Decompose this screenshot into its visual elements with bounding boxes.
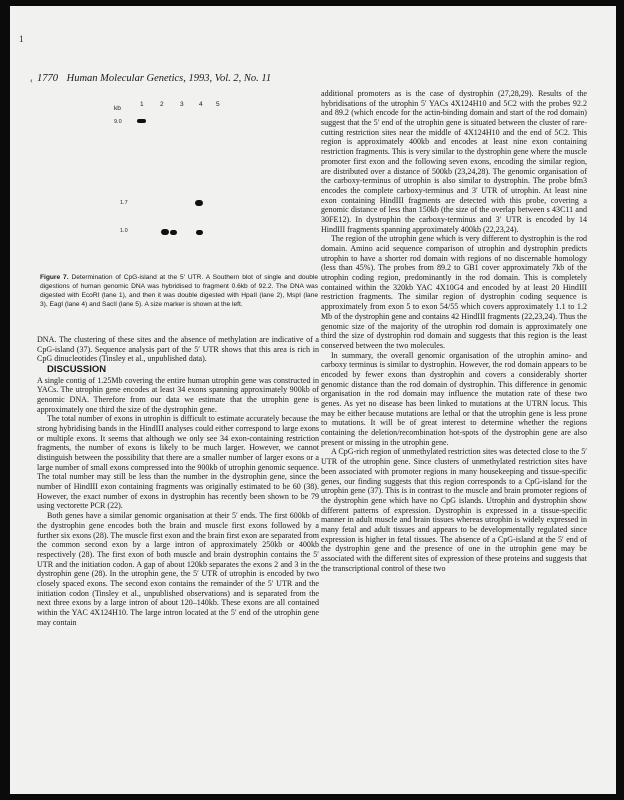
paragraph: A CpG-rich region of unmethylated restriction sites was detected close to the 5′ UTR of the utrophin gene. Since clusters of unmethylated restriction sites have been associated with promoter regions in many housekeeping and tissue-specific genes, our finding suggests that this region corresponds to a CpG-island for the utrophin gene (37). This is in contrast to the muscle and brain promoter regions of the dystrophin gene which have no CpG islands. Utrophin and dystrophin show different patterns of expression. Dystrophin is expressed in a tissue-specific manner in adult muscle and brain tissues whereas utrophin is widely expressed in many fetal and adult tissues and appears to be developmentally regulated since expression is higher in fetal tissues. The absence of a CpG-island at the 5′ end of the dystrophin gene and the presence of one in the utrophin gene may be associated with the different sites of expression of these proteins and suggests that the transcriptional control of these two <box>321 447 587 573</box>
band-lane-2 <box>161 229 169 235</box>
band-lane-1 <box>137 119 146 123</box>
caption-text: Determination of CpG-island at the 5′ UTR. A Southern blot of single and double digestions of human genomic DNA was hybridised to fragment 0.6kb of 92.2. The DNA was digested with EcoRI (lane 1), and then it was double digested with HpaII (lane 2), MspI (lane 3), EagI (lane 4) and SacII (lane 5). A size marker is shown at the left. <box>40 274 319 309</box>
paragraph: A single contig of 1.25Mb covering the entire human utrophin gene was constructed in YACs. The utrophin gene encodes at least 34 exons spanning approximately 900kb of genomic DNA. Therefore from our data we estimate that the utrophin gene is approximately one third the size of the dystrophin gene. <box>37 375 319 414</box>
lane-label-1: 1 <box>140 101 144 108</box>
band-lane-4-upper <box>195 200 203 206</box>
caption-label: Figure 7. <box>40 274 69 281</box>
size-label-1-7kb: 1.7 <box>120 200 128 206</box>
paragraph: In summary, the overall genomic organisation of the utrophin amino- and carboxy terminus is similar to dystrophin. However, the rod domain appears to be encoded by fewer exons than dystrophin and covers a considerably shorter genomic distance than the rod domain of dystrophin. This difference in genomic organisation in the rod domain may influence the mutation rate of these two genes. As yet no disease has been linked to mutations at the UTRN locus. This may be either because mutations are lethal or that the utrophin gene is less prone to mutations. It will be of great interest to determine whether the regions containing the deletion/recombination hot-spots of the dystrophin gene are also present or missing in the utrophin gene. <box>321 350 587 447</box>
size-label-1-0kb: 1.0 <box>120 228 128 234</box>
paragraph: The total number of exons in utrophin is difficult to estimate accurately because the strong hybridising bands in the HindIII analyses could either correspond to large exons or multiple exons. It seems that although we only see 34 exon-containing restriction fragments, the number of exons is likely to be much larger. However, we cannot distinguish between the possibility that there are a smaller number of larger exons or a large number of small exons compressed into the 900kb of utrophin genomic sequence. The total number may still be less than the number in the dystrophin gene, since the number of HindIII exon containing fragments was originally estimated to be 60 (38). However, the exact number of exons in dystrophin has recently been shown to be 79 using vectorette PCR (22). <box>37 414 319 511</box>
tick-mark: ‹ <box>30 76 33 85</box>
lane-label-4: 4 <box>199 101 203 108</box>
size-label-9kb: 9.0 <box>114 119 122 125</box>
journal-title: Human Molecular Genetics, 1993, Vol. 2, No. 11 <box>66 73 272 84</box>
band-lane-3 <box>170 230 177 235</box>
paragraph: Both genes have a similar genomic organisation at their 5′ ends. The first 600kb of the dystrophin gene encodes both the brain and muscle first exons followed by a further six exons (28). The muscle first exon and the brain first exon are separated from the common second exon by a large intron of approximately 250kb or 400kb respectively (28). The first exon of both muscle and brain dystrophin contains the 5′ UTR and the initiation codon. A gap of about 120kb separates the exons 2 and 3 in the dystrophin gene (28). In the utrophin gene, the 5′ UTR of utrophin is encoded by two closely spaced exons. The second exon contains the remainder of the 5′ UTR and the initiation codon (Tinsley et al., unpublished observations) and is separated from the next three exons by a large intron of about 120–140kb. These exons are all contained within the YAC 4X124H10. The large intron located at the 5′ end of the utrophin gene may contain <box>37 511 319 627</box>
lane-label-5: 5 <box>216 101 220 108</box>
paragraph: additional promoters as is the case of dystrophin (27,28,29). Results of the hybridisations of the utrophin 5′ YACs 4X124H10 and 5C2 with the probes 92.2 and 89.2 (which encode for the actin-binding domain and start of the rod domain) suggest that the 5′ end of the utrophin gene is situated between the cluster of rare-cutting restriction sites near the middle of 4X124H10 and the end of 5C2. This region is approximately 400kb and encodes at least nine exon containing restriction fragments. This is very similar to the dystrophin gene where the muscle promoter first exon and the following seven exons, encoding the similar region, are distributed over a distance of 500kb (23,24,28). The genomic organisation of the carboxy-terminus of utrophin is also similar to dystrophin. The probe bfm3 encodes the complete carboxy-terminus and 3′ UTR of utrophin. At least nine exon containing HindIII fragments are detected with this probe, covering a genomic distance of less than 150kb (the size of the overlap between s 43C11 and 30FE12). In dystrophin the carboxy-terminus and 3′ UTR is encoded by 14 HindIII fragments spanning approximately 400kb (22,23,24). <box>321 89 587 234</box>
corner-mark: 1 <box>19 34 24 44</box>
lane-label-2: 2 <box>160 101 164 108</box>
kb-label: kb <box>114 105 121 112</box>
band-lane-5 <box>196 230 203 235</box>
right-column <box>321 89 587 573</box>
lane-label-3: 3 <box>180 101 184 108</box>
page-number: 1770 <box>37 73 58 84</box>
paragraph-intro: DNA. The clustering of these sites and the absence of methylation are indicative of a CpG-island (37). Sequence analysis part of the 5′ UTR shows that this area is rich in CpG dinucleotides (Tinsley et al., unpublished data). <box>37 335 319 364</box>
paragraph: The region of the utrophin gene which is very different to dystrophin is the rod domain. Amino acid sequence comparison of utrophin and dystrophin predicts utrophin to have a shorter rod domain with regions of no discernable homology (less than 45%). The probes from 89.2 to GB1 cover approximately 7kb of the utrophin coding region, predominantly in the rod domain. This is completely contained within the 320kb YAC 4X10G4 and encoded by at least 20 HindIII restriction fragments. The similar region of dystrophin coding sequence is approximately from exon 5 to exon 54/55 which covers approximately 1.1 to 1.2 Mb of the dystrophin gene and contains 42 HindIII fragments (22,23,24). Thus the genomic size of the majority of the utrophin rod domain is approximately one third the size of dystrophin rod domain and suggests that this region is the least conserved between the two molecules. <box>321 234 587 350</box>
running-header <box>37 73 327 84</box>
section-heading: DISCUSSION <box>47 364 107 376</box>
southern-blot-figure <box>110 96 240 256</box>
left-column <box>37 335 319 627</box>
figure-caption <box>40 273 318 309</box>
journal-page <box>10 6 616 794</box>
